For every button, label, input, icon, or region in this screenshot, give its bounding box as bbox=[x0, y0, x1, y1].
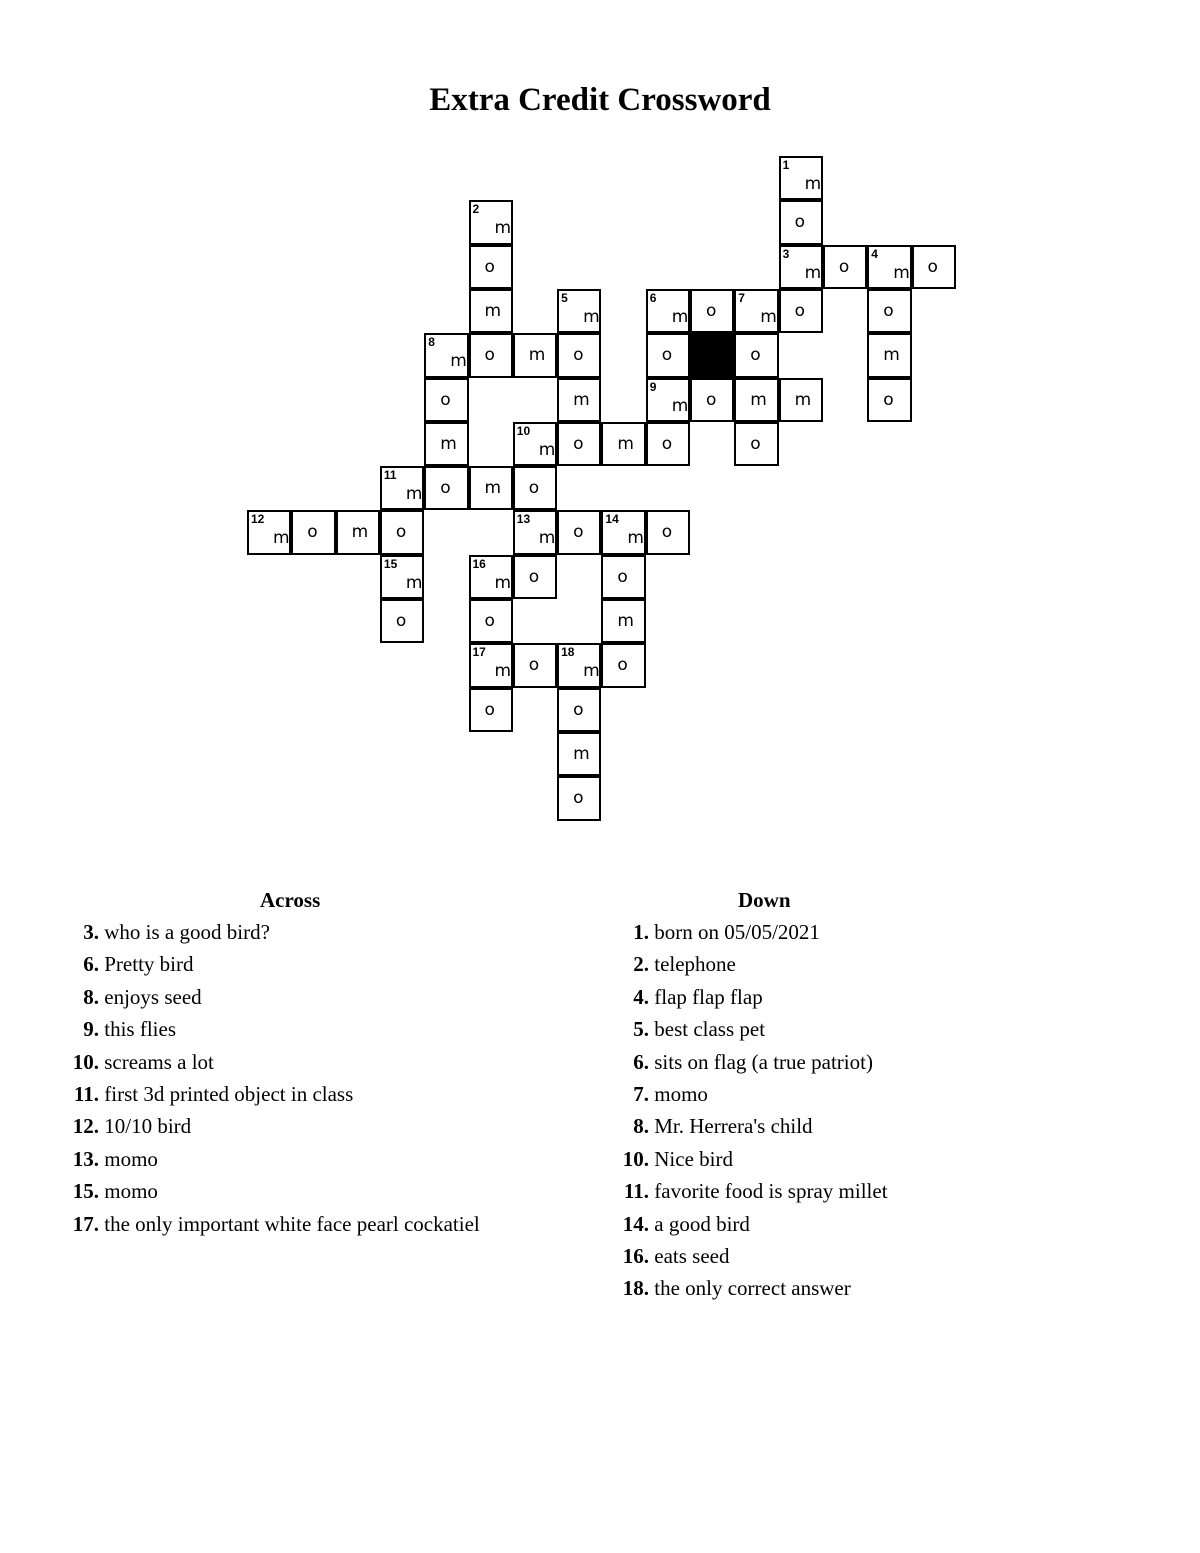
crossword-cell[interactable] bbox=[469, 245, 513, 289]
cell-letter: o bbox=[927, 256, 938, 277]
cell-letter: m bbox=[794, 389, 812, 410]
crossword-cell[interactable] bbox=[291, 510, 335, 554]
across-clue bbox=[55, 948, 535, 980]
clue-num: 16. bbox=[622, 1243, 649, 1268]
clue-text: sits on flag (a true patriot) bbox=[649, 1049, 873, 1074]
crossword-cell[interactable] bbox=[734, 333, 778, 377]
clue-num: 18. bbox=[622, 1276, 649, 1301]
cell-letter: o bbox=[484, 611, 495, 631]
cell-letter: o bbox=[573, 345, 584, 366]
clue-number: 7 bbox=[738, 290, 745, 305]
down-heading: Down bbox=[738, 888, 791, 912]
crossword-cell[interactable] bbox=[823, 245, 867, 289]
crossword-cell[interactable] bbox=[690, 378, 734, 422]
crossword-cell[interactable] bbox=[424, 378, 468, 422]
crossword-cell[interactable] bbox=[513, 333, 557, 377]
crossword-cell[interactable] bbox=[336, 510, 380, 554]
crossword-cell[interactable] bbox=[779, 200, 823, 244]
cell-letter: o bbox=[661, 522, 673, 543]
clue-number: 12 bbox=[251, 512, 265, 527]
clue-text: momo bbox=[649, 1081, 708, 1106]
clue-number: 17 bbox=[472, 645, 486, 660]
crossword-cell[interactable] bbox=[513, 643, 557, 687]
clue-text: best class pet bbox=[649, 1017, 766, 1042]
crossword-cell[interactable] bbox=[867, 378, 911, 422]
clue-text: Pretty bird bbox=[99, 952, 194, 977]
clue-number: 9 bbox=[649, 379, 657, 394]
cell-letter: m bbox=[583, 306, 600, 327]
crossword-cell[interactable] bbox=[557, 510, 601, 554]
cell-letter: m bbox=[440, 433, 457, 454]
down-clues bbox=[605, 884, 1085, 1305]
crossword-cell[interactable] bbox=[779, 378, 823, 422]
crossword-cell[interactable] bbox=[557, 378, 601, 422]
crossword-cell[interactable] bbox=[513, 555, 557, 599]
cell-letter: o bbox=[395, 522, 407, 543]
clue-text: who is a good bird? bbox=[99, 920, 270, 944]
crossword-cell[interactable] bbox=[380, 466, 424, 510]
cell-letter: o bbox=[307, 522, 318, 543]
cell-letter: m bbox=[494, 218, 512, 239]
cell-letter: o bbox=[528, 655, 540, 676]
cell-letter: o bbox=[573, 433, 584, 454]
cell-letter: o bbox=[661, 433, 673, 454]
clue-text: first 3d printed object in class bbox=[99, 1081, 354, 1106]
clue-number: 11 bbox=[383, 468, 397, 483]
clue-num: 7. bbox=[633, 1081, 649, 1106]
clue-text: eats seed bbox=[649, 1243, 730, 1268]
crossword-cell[interactable] bbox=[601, 643, 645, 687]
across-clue bbox=[55, 1110, 535, 1142]
clue-num: 9. bbox=[83, 1017, 99, 1042]
clue-num: 11. bbox=[623, 1179, 649, 1204]
cell-letter: o bbox=[573, 522, 584, 543]
clue-num: 17. bbox=[72, 1211, 99, 1236]
crossword-cell[interactable] bbox=[469, 555, 513, 599]
cell-letter: o bbox=[395, 611, 407, 631]
crossword-cell[interactable] bbox=[513, 510, 557, 554]
crossword-cell[interactable] bbox=[557, 688, 601, 732]
cell-letter: m bbox=[671, 395, 689, 416]
cell-letter: m bbox=[494, 572, 512, 593]
down-clue bbox=[605, 1175, 1085, 1207]
down-clue bbox=[605, 1208, 1085, 1240]
clue-number: 10 bbox=[516, 423, 531, 438]
cell-letter: m bbox=[804, 174, 822, 194]
cell-letter: m bbox=[450, 351, 467, 372]
cell-letter: m bbox=[538, 528, 556, 549]
clue-number: 6 bbox=[649, 290, 657, 305]
cell-letter: o bbox=[794, 212, 805, 233]
cell-letter: m bbox=[494, 661, 512, 682]
clue-text: Nice bird bbox=[649, 1146, 733, 1171]
clue-num: 15. bbox=[72, 1179, 99, 1204]
across-clue bbox=[55, 981, 535, 1013]
crossword-cell[interactable] bbox=[646, 510, 690, 554]
crossword-cell[interactable] bbox=[867, 289, 911, 333]
cell-letter: m bbox=[273, 528, 290, 549]
crossword-cell[interactable] bbox=[646, 378, 690, 422]
cell-letter: m bbox=[893, 262, 910, 283]
cell-letter: m bbox=[573, 743, 590, 764]
clue-text: a good bird bbox=[649, 1211, 750, 1236]
cell-letter: o bbox=[617, 566, 628, 587]
crossword-cell[interactable] bbox=[779, 156, 823, 200]
cell-letter: o bbox=[617, 655, 628, 676]
clue-text: Mr. Herrera's child bbox=[649, 1114, 813, 1139]
clue-num: 4. bbox=[633, 984, 649, 1009]
crossword-cell[interactable] bbox=[734, 378, 778, 422]
clue-text: the only important white face pearl cockatiel bbox=[99, 1211, 480, 1236]
clue-num: 12. bbox=[72, 1114, 99, 1139]
clue-number: 18 bbox=[561, 645, 575, 660]
clue-text: momo bbox=[99, 1179, 158, 1204]
cell-letter: o bbox=[883, 389, 894, 410]
down-clue bbox=[605, 916, 1085, 948]
cell-letter: o bbox=[750, 345, 761, 366]
clue-number: 16 bbox=[472, 556, 486, 571]
across-clue bbox=[55, 1013, 535, 1045]
down-clue bbox=[605, 1272, 1085, 1304]
crossword-cell[interactable] bbox=[469, 466, 513, 510]
crossword-cell[interactable] bbox=[690, 289, 734, 333]
clue-num: 6. bbox=[83, 952, 99, 977]
clue-number: 15 bbox=[383, 556, 398, 571]
clue-number: 8 bbox=[428, 335, 435, 350]
cell-letter: o bbox=[440, 389, 451, 410]
clue-text: telephone bbox=[649, 952, 736, 977]
page-title: Extra Credit Crossword bbox=[429, 82, 771, 118]
across-clue bbox=[55, 1143, 535, 1175]
across-clue bbox=[55, 1046, 535, 1078]
down-clue bbox=[605, 1078, 1085, 1110]
clue-text: this flies bbox=[99, 1017, 176, 1042]
crossword-cell[interactable] bbox=[601, 555, 645, 599]
clue-num: 8. bbox=[83, 984, 99, 1009]
clue-num: 10. bbox=[622, 1146, 649, 1171]
clue-number: 1 bbox=[782, 158, 790, 172]
cell-letter: m bbox=[573, 389, 590, 410]
down-clue bbox=[605, 1046, 1085, 1078]
cell-letter: m bbox=[883, 345, 900, 366]
cell-letter: m bbox=[750, 389, 767, 410]
clue-number: 4 bbox=[871, 246, 878, 261]
crossword-cell[interactable] bbox=[557, 422, 601, 466]
clue-number: 2 bbox=[472, 202, 480, 217]
cell-letter: o bbox=[706, 300, 717, 321]
cell-letter: m bbox=[484, 300, 502, 321]
clue-num: 5. bbox=[633, 1017, 649, 1042]
crossword-cell[interactable] bbox=[513, 422, 557, 466]
clue-num: 10. bbox=[72, 1049, 99, 1074]
crossword-cell[interactable] bbox=[646, 333, 690, 377]
crossword-cell[interactable] bbox=[601, 510, 645, 554]
crossword-cell[interactable] bbox=[867, 333, 911, 377]
crossword-cell[interactable] bbox=[557, 643, 601, 687]
crossword-cell[interactable] bbox=[734, 422, 778, 466]
cell-letter: o bbox=[484, 256, 495, 277]
clue-number: 3 bbox=[782, 246, 790, 261]
cell-letter: m bbox=[671, 306, 689, 327]
cell-letter: m bbox=[528, 345, 546, 366]
crossword-cell[interactable] bbox=[867, 245, 911, 289]
crossword-cell[interactable] bbox=[469, 200, 513, 244]
crossword-cell[interactable] bbox=[469, 643, 513, 687]
crossword-cell[interactable] bbox=[601, 599, 645, 643]
clue-text: momo bbox=[99, 1146, 158, 1171]
clue-text: enjoys seed bbox=[99, 984, 202, 1009]
crossword-cell[interactable] bbox=[557, 289, 601, 333]
crossword-cell[interactable] bbox=[380, 555, 424, 599]
clue-num: 1. bbox=[633, 920, 649, 944]
cell-letter: m bbox=[617, 433, 634, 454]
across-clues bbox=[55, 884, 535, 1240]
cell-letter: o bbox=[883, 300, 894, 321]
crossword-cell[interactable] bbox=[557, 732, 601, 776]
cell-letter: m bbox=[405, 572, 423, 593]
cell-letter: m bbox=[760, 306, 777, 327]
crossword-cell[interactable] bbox=[779, 245, 823, 289]
down-clue bbox=[605, 1143, 1085, 1175]
crossword-cell[interactable] bbox=[469, 289, 513, 333]
crossword-cell[interactable] bbox=[469, 688, 513, 732]
cell-letter: o bbox=[573, 788, 584, 809]
across-clue bbox=[55, 1175, 535, 1207]
clue-number: 5 bbox=[561, 290, 568, 305]
cell-letter: m bbox=[583, 661, 600, 682]
down-clue bbox=[605, 948, 1085, 980]
crossword-cell[interactable] bbox=[469, 599, 513, 643]
clue-text: flap flap flap bbox=[649, 984, 763, 1009]
cell-letter: o bbox=[661, 345, 673, 366]
cell-letter: m bbox=[351, 522, 369, 543]
crossword-cell[interactable] bbox=[646, 422, 690, 466]
clue-text: screams a lot bbox=[99, 1049, 214, 1074]
cell-letter: m bbox=[804, 262, 822, 283]
crossword-cell[interactable] bbox=[734, 289, 778, 333]
cell-letter: m bbox=[538, 439, 556, 460]
clue-number: 13 bbox=[516, 512, 531, 527]
crossword-cell[interactable] bbox=[912, 245, 956, 289]
across-clue bbox=[55, 916, 535, 948]
cell-letter: m bbox=[405, 484, 423, 505]
clue-num: 2. bbox=[633, 952, 649, 977]
clue-num: 3. bbox=[83, 920, 99, 944]
cell-letter: o bbox=[838, 256, 850, 277]
cell-letter: o bbox=[573, 699, 584, 720]
crossword-cell[interactable] bbox=[513, 466, 557, 510]
across-clue bbox=[55, 1208, 535, 1240]
crossword-cell[interactable] bbox=[424, 333, 468, 377]
cell-letter: o bbox=[484, 345, 495, 366]
crossword-cell[interactable] bbox=[247, 510, 291, 554]
clue-num: 11. bbox=[73, 1081, 99, 1106]
cell-letter: m bbox=[484, 478, 502, 499]
across-clue bbox=[55, 1078, 535, 1110]
cell-letter: o bbox=[440, 478, 451, 499]
crossword-cell[interactable] bbox=[469, 333, 513, 377]
clue-text: favorite food is spray millet bbox=[649, 1179, 888, 1204]
clue-number: 14 bbox=[605, 512, 619, 527]
clue-num: 6. bbox=[633, 1049, 649, 1074]
clue-text: the only correct answer bbox=[649, 1276, 851, 1301]
crossword-cell[interactable] bbox=[779, 289, 823, 333]
crossword-cell[interactable] bbox=[601, 422, 645, 466]
cell-letter: o bbox=[750, 433, 761, 454]
cell-letter: o bbox=[794, 300, 805, 321]
clue-text: born on 05/05/2021 bbox=[649, 920, 820, 944]
crossword-cell[interactable] bbox=[380, 510, 424, 554]
cell-letter: o bbox=[484, 699, 495, 720]
clue-num: 13. bbox=[72, 1146, 99, 1171]
black-cell bbox=[690, 333, 734, 377]
across-heading: Across bbox=[260, 888, 321, 912]
down-clue bbox=[605, 1013, 1085, 1045]
crossword-cell[interactable] bbox=[380, 599, 424, 643]
clue-num: 8. bbox=[633, 1114, 649, 1139]
clue-text: 10/10 bird bbox=[99, 1114, 192, 1139]
crossword-cell[interactable] bbox=[424, 422, 468, 466]
cell-letter: o bbox=[528, 566, 540, 587]
down-clue bbox=[605, 1110, 1085, 1142]
crossword-cell[interactable] bbox=[557, 776, 601, 820]
cell-letter: o bbox=[528, 478, 540, 499]
down-clue bbox=[605, 981, 1085, 1013]
crossword-cell[interactable] bbox=[424, 466, 468, 510]
crossword-cell[interactable] bbox=[557, 333, 601, 377]
cell-letter: m bbox=[627, 528, 644, 549]
down-clue bbox=[605, 1240, 1085, 1272]
clue-num: 14. bbox=[622, 1211, 649, 1236]
cell-letter: o bbox=[706, 389, 717, 410]
cell-letter: m bbox=[617, 611, 634, 631]
crossword-cell[interactable] bbox=[646, 289, 690, 333]
